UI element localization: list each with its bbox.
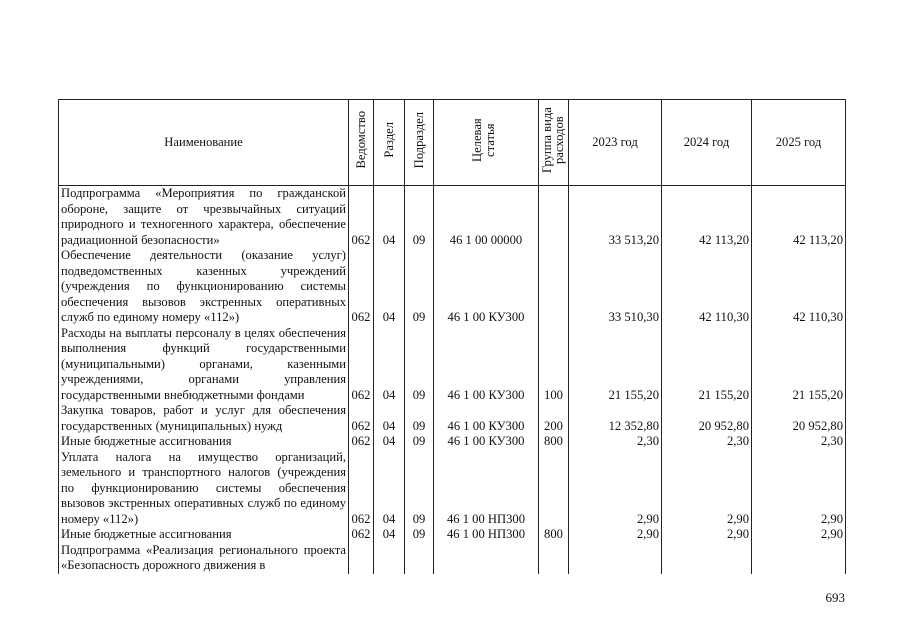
row-2023: 33 510,30 bbox=[569, 248, 662, 326]
row-2023: 2,30 bbox=[569, 434, 662, 450]
row-section: 04 bbox=[374, 527, 405, 543]
row-2024: 42 110,30 bbox=[662, 248, 752, 326]
table-row bbox=[59, 450, 846, 528]
row-2025: 2,90 bbox=[752, 450, 846, 528]
row-agency: 062 bbox=[349, 248, 374, 326]
row-agency: 062 bbox=[349, 527, 374, 543]
row-agency: 062 bbox=[349, 186, 374, 249]
row-2025: 20 952,80 bbox=[752, 403, 846, 434]
table-row bbox=[59, 543, 846, 574]
row-group bbox=[539, 186, 569, 249]
table-row bbox=[59, 403, 846, 434]
header-2025: 2025 год bbox=[752, 100, 846, 186]
row-2024: 42 113,20 bbox=[662, 186, 752, 249]
row-2023 bbox=[569, 543, 662, 574]
row-name: Расходы на выплаты персоналу в целях обеспечения выполнения функций государственными (муниципальными) органами, казенными учреждениями, органами управления государственными внебюджетными фондами bbox=[59, 326, 349, 404]
row-section: 04 bbox=[374, 403, 405, 434]
row-section: 04 bbox=[374, 248, 405, 326]
row-target: 46 1 00 КУ300 bbox=[434, 434, 539, 450]
header-name: Наименование bbox=[59, 100, 349, 186]
header-agency: Ведомство bbox=[349, 100, 374, 186]
header-target: Целевая статья bbox=[434, 100, 539, 186]
row-2025: 42 113,20 bbox=[752, 186, 846, 249]
row-agency: 062 bbox=[349, 450, 374, 528]
row-subsection bbox=[405, 543, 434, 574]
budget-table bbox=[58, 99, 846, 574]
row-target: 46 1 00 НП300 bbox=[434, 450, 539, 528]
row-name: Иные бюджетные ассигнования bbox=[59, 527, 349, 543]
row-name: Иные бюджетные ассигнования bbox=[59, 434, 349, 450]
table-row bbox=[59, 434, 846, 450]
row-2024: 2,90 bbox=[662, 450, 752, 528]
table-row bbox=[59, 186, 846, 249]
row-agency: 062 bbox=[349, 434, 374, 450]
page-number: 693 bbox=[825, 590, 845, 605]
row-2024: 21 155,20 bbox=[662, 326, 752, 404]
header-2024: 2024 год bbox=[662, 100, 752, 186]
row-2023: 21 155,20 bbox=[569, 326, 662, 404]
row-group: 800 bbox=[539, 434, 569, 450]
header-subsection: Подраздел bbox=[405, 100, 434, 186]
row-2025: 42 110,30 bbox=[752, 248, 846, 326]
row-2025 bbox=[752, 543, 846, 574]
row-2023: 2,90 bbox=[569, 527, 662, 543]
row-target bbox=[434, 543, 539, 574]
row-2024: 2,90 bbox=[662, 527, 752, 543]
row-group: 800 bbox=[539, 527, 569, 543]
row-target: 46 1 00 КУ300 bbox=[434, 326, 539, 404]
header-expense-group: Группа вида расходов bbox=[539, 100, 569, 186]
header-row bbox=[59, 100, 846, 186]
row-group: 100 bbox=[539, 326, 569, 404]
row-subsection: 09 bbox=[405, 403, 434, 434]
row-2023: 12 352,80 bbox=[569, 403, 662, 434]
row-section: 04 bbox=[374, 434, 405, 450]
row-group bbox=[539, 248, 569, 326]
row-subsection: 09 bbox=[405, 527, 434, 543]
row-agency: 062 bbox=[349, 326, 374, 404]
row-agency bbox=[349, 543, 374, 574]
row-2024 bbox=[662, 543, 752, 574]
row-name: Подпрограмма «Мероприятия по гражданской обороне, защите от чрезвычайных ситуаций природного и техногенного характера, обеспечение радиационной безопасности» bbox=[59, 186, 349, 249]
header-section: Раздел bbox=[374, 100, 405, 186]
row-2025: 21 155,20 bbox=[752, 326, 846, 404]
row-2025: 2,90 bbox=[752, 527, 846, 543]
row-2024: 20 952,80 bbox=[662, 403, 752, 434]
row-name: Закупка товаров, работ и услуг для обеспечения государственных (муниципальных) нужд bbox=[59, 403, 349, 434]
row-section bbox=[374, 543, 405, 574]
row-subsection: 09 bbox=[405, 434, 434, 450]
row-subsection: 09 bbox=[405, 450, 434, 528]
row-subsection: 09 bbox=[405, 248, 434, 326]
row-target: 46 1 00 КУ300 bbox=[434, 403, 539, 434]
row-2024: 2,30 bbox=[662, 434, 752, 450]
row-target: 46 1 00 00000 bbox=[434, 186, 539, 249]
row-2025: 2,30 bbox=[752, 434, 846, 450]
table-row bbox=[59, 527, 846, 543]
row-group bbox=[539, 450, 569, 528]
row-section: 04 bbox=[374, 186, 405, 249]
row-section: 04 bbox=[374, 326, 405, 404]
row-subsection: 09 bbox=[405, 326, 434, 404]
row-target: 46 1 00 НП300 bbox=[434, 527, 539, 543]
row-2023: 2,90 bbox=[569, 450, 662, 528]
row-subsection: 09 bbox=[405, 186, 434, 249]
table-row bbox=[59, 248, 846, 326]
row-2023: 33 513,20 bbox=[569, 186, 662, 249]
row-group: 200 bbox=[539, 403, 569, 434]
row-target: 46 1 00 КУ300 bbox=[434, 248, 539, 326]
row-agency: 062 bbox=[349, 403, 374, 434]
row-section: 04 bbox=[374, 450, 405, 528]
header-2023: 2023 год bbox=[569, 100, 662, 186]
row-name: Обеспечение деятельности (оказание услуг) подведомственных казенных учреждений (учреждения по функционированию системы обеспечения вызовов экстренных оперативных служб по единому номеру «112») bbox=[59, 248, 349, 326]
row-name: Уплата налога на имущество организаций, земельного и транспортного налогов (учреждения по функционированию системы обеспечения вызовов экстренных оперативных служб по единому номеру «112») bbox=[59, 450, 349, 528]
row-name: Подпрограмма «Реализация регионального проекта «Безопасность дорожного движения в bbox=[59, 543, 349, 574]
table-row bbox=[59, 326, 846, 404]
row-group bbox=[539, 543, 569, 574]
